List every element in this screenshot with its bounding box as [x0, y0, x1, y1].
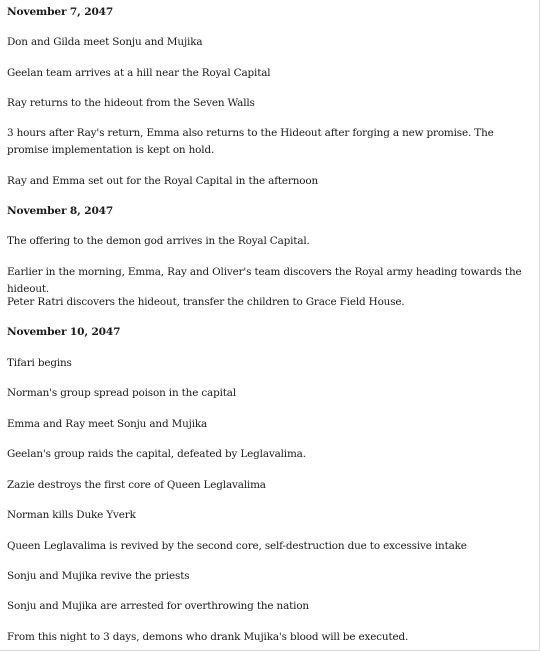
timeline-event: Peter Ratri discovers the hideout, transfer the children to Grace Field House.	[7, 296, 405, 308]
timeline-event: Earlier in the morning, Emma, Ray and Oliver's team discovers the Royal army heading towards the hideout.	[7, 266, 522, 295]
timeline-event: Queen Leglavalima is revived by the second core, self-destruction due to excessive intake	[7, 540, 467, 552]
timeline-event: Sonju and Mujika revive the priests	[7, 570, 190, 582]
timeline-event: Ray and Emma set out for the Royal Capital in the afternoon	[7, 175, 319, 187]
timeline-event: Norman's group spread poison in the capital	[7, 387, 236, 399]
date-heading: November 7, 2047	[7, 6, 114, 18]
timeline-event: Emma and Ray meet Sonju and Mujika	[7, 418, 208, 430]
timeline-event: Ray returns to the hideout from the Seven Walls	[7, 97, 255, 109]
date-heading: November 8, 2047	[7, 205, 114, 217]
timeline-event: Zazie destroys the first core of Queen Leglavalima	[7, 479, 266, 491]
timeline-event: Sonju and Mujika are arrested for overthrowing the nation	[7, 600, 309, 612]
timeline-event: Norman kills Duke Yverk	[7, 509, 136, 521]
timeline-event: Don and Gilda meet Sonju and Mujika	[7, 36, 203, 48]
timeline-event: 3 hours after Ray's return, Emma also returns to the Hideout after forging a new promise. The promise implementation is kept on hold.	[7, 127, 494, 156]
timeline-event: The offering to the demon god arrives in the Royal Capital.	[7, 235, 310, 247]
timeline-event: Tifari begins	[7, 357, 72, 369]
timeline-event: From this night to 3 days, demons who drank Mujika's blood will be executed.	[7, 631, 409, 643]
timeline-event: Geelan team arrives at a hill near the Royal Capital	[7, 67, 271, 79]
timeline-event: Geelan's group raids the capital, defeated by Leglavalima.	[7, 448, 306, 460]
date-heading: November 10, 2047	[7, 326, 121, 338]
